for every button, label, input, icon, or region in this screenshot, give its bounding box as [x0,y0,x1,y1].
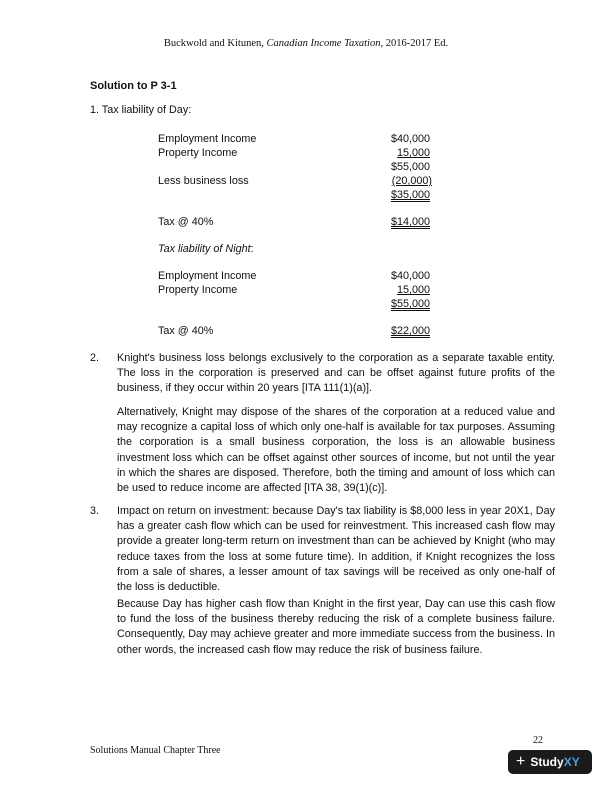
night-tax-label: Tax @ 40% [158,325,214,337]
page-number: 22 [533,735,543,746]
badge-xy-text: XY [563,755,580,769]
part3-number: 3. [90,505,100,517]
day-row-label: Less business loss [158,175,249,187]
part2-paragraph-2: Alternatively, Knight may dispose of the shares of the corporation at a reduced value and may recognize a capital loss of which only one-half is available for tax purposes. Assuming the corporation is a small business corporation, the loss is an allowable business investment loss which can be offset against other sources of income, but not until the year in which the shares are disposed. Therefore, both the timing and amount of loss which can be used to reduce income are affected [ITA 38, 39(1)(c)]. [117,406,555,495]
night-heading [158,243,254,255]
part2-paragraph-1: Knight's business loss belongs exclusively to the corporation as a separate taxable entity. The loss in the corporation is preserved and can be offset against future profits of the business, if they occur within 20 years [ITA 111(1)(a)]. [117,352,555,395]
day-row-label: Employment Income [158,133,257,145]
footer-text: Solutions Manual Chapter Three [90,745,221,756]
day-tax-amount: $14,000 [390,216,430,228]
header-edition: 2016-2017 Ed. [383,38,449,49]
day-row-amount: $55,000 [390,161,430,173]
part2-number: 2. [90,352,100,364]
night-heading-colon: : [250,243,254,255]
night-row-amount: $55,000 [390,298,430,310]
night-row-label: Employment Income [158,270,257,282]
day-tax-label: Tax @ 40% [158,216,214,228]
badge-study-text: Study [530,755,564,769]
part3-paragraph-2: Because Day has higher cash flow than Knight in the first year, Day can use this cash flow to fund the loss of the business thereby reducing the risk of a complete business failure. Consequently, Day may achieve greater and more immediate success from the business. In other words, the increased cash flow may reduce the risk of business failure. [117,598,555,656]
day-row-amount: $35,000 [390,189,430,201]
night-row-amount: 15,000 [396,284,430,296]
day-row-amount: (20,000) [391,175,432,187]
night-heading-text: Tax liability of Night [158,243,251,255]
header-book-title: Canadian Income Taxation, [266,38,384,49]
day-row-label: Property Income [158,147,238,159]
day-row-amount: 15,000 [396,147,430,159]
night-tax-amount: $22,000 [390,325,430,337]
night-row-amount: $40,000 [390,270,430,282]
solution-title: Solution to P 3-1 [90,80,177,92]
plus-icon: + [516,753,526,770]
running-header [0,38,612,49]
night-row-label: Property Income [158,284,238,296]
header-authors: Buckwold and Kitunen, [163,38,267,49]
day-row-amount: $40,000 [390,133,430,145]
studyxy-badge[interactable] [508,750,592,774]
part1-heading: 1. Tax liability of Day: [90,104,192,116]
part3-paragraph-1: Impact on return on investment: because Day's tax liability is $8,000 less in year 20X1, Day has a greater cash flow which can be used for reinvestment. This increased cash flow may provide a greater long-term return on investment than can be achieved by Knight (who may reduce taxes from the loss at some future time). In addition, if Knight recognizes the loss from a sale of shares, a lesser amount of tax savings will be received as only one-half of the loss is deductible. [117,505,555,594]
